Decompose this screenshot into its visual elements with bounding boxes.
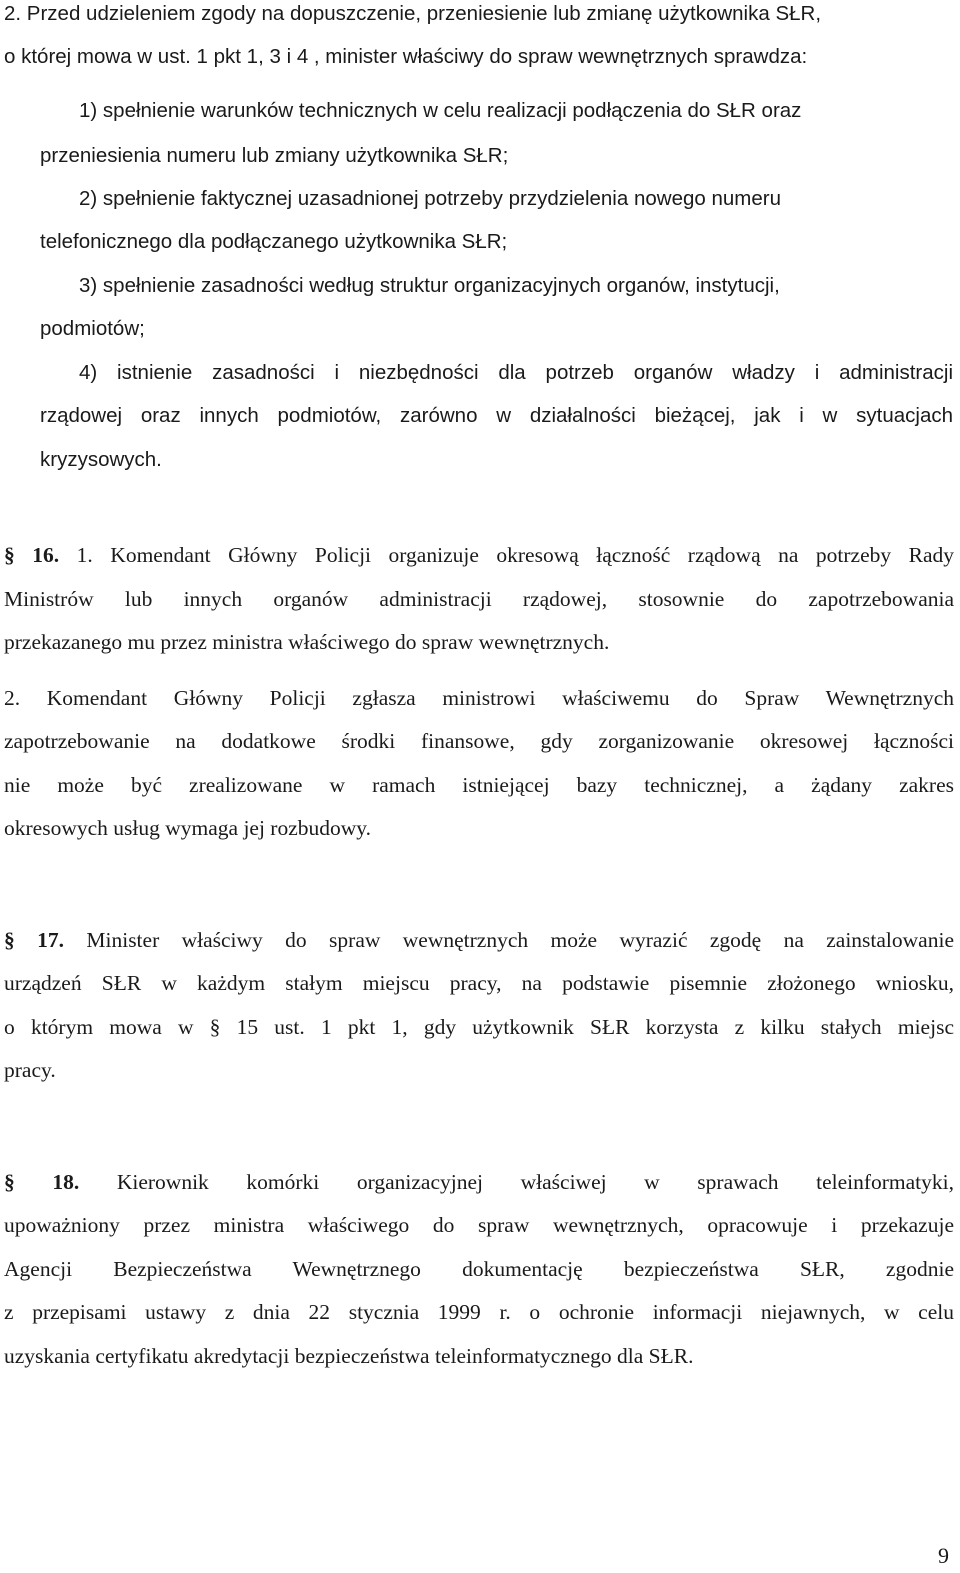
list-item-1-line-1: 1) spełnienie warunków technicznych w celu realizacji podłączenia do SŁR oraz <box>79 99 802 122</box>
section-18-line-1: § 18. Kierownik komórki organizacyjnej właściwej w sprawach teleinformatyki, <box>4 1170 955 1194</box>
section-16-line-3: przekazanego mu przez ministra właściwego do spraw wewnętrznych. <box>4 630 610 654</box>
section-16-heading: § 16. <box>4 543 60 567</box>
list-item-2-line-2: telefonicznego dla podłączanego użytkownika SŁR; <box>40 230 508 253</box>
section-17-line-2: urządzeń SŁR w każdym stałym miejscu pracy, na podstawie pisemnie złożonego wniosku, <box>4 971 954 995</box>
section-17-line-1: § 17. Minister właściwy do spraw wewnętrznych może wyrazić zgodę na zainstalowanie <box>4 928 954 952</box>
paragraph-2-line-2: o której mowa w ust. 1 pkt 1, 3 i 4 , minister właściwy do spraw wewnętrznych sprawdza: <box>4 45 808 68</box>
page-number: 9 <box>938 1543 949 1568</box>
section-16-line-2: Ministrów lub innych organów administracji rządowej, stosownie do zapotrzebowania <box>4 587 954 611</box>
list-item-3-line-1: 3) spełnienie zasadności według struktur organizacyjnych organów, instytucji, <box>79 274 780 297</box>
section-17-line-4: pracy. <box>4 1058 56 1082</box>
list-item-2-line-1: 2) spełnienie faktycznej uzasadnionej potrzeby przydzielenia nowego numeru <box>79 187 781 210</box>
section-16-paragraph-2-line-1: 2. Komendant Główny Policji zgłasza ministrowi właściwemu do Spraw Wewnętrznych <box>4 686 954 710</box>
section-16-paragraph-2-line-2: zapotrzebowanie na dodatkowe środki finansowe, gdy zorganizowanie okresowej łączności <box>4 729 954 753</box>
section-18-line-5: uzyskania certyfikatu akredytacji bezpieczeństwa teleinformatycznego dla SŁR. <box>4 1344 694 1368</box>
list-item-1-line-2: przeniesienia numeru lub zmiany użytkownika SŁR; <box>40 144 509 167</box>
section-17-line-3: o którym mowa w § 15 ust. 1 pkt 1, gdy użytkownik SŁR korzysta z kilku stałych miejsc <box>4 1015 954 1039</box>
section-18-line-3: Agencji Bezpieczeństwa Wewnętrznego dokumentację bezpieczeństwa SŁR, zgodnie <box>4 1257 954 1281</box>
section-16-paragraph-2-line-3: nie może być zrealizowane w ramach istniejącej bazy technicznej, a żądany zakres <box>4 773 954 797</box>
list-item-4-line-1: 4) istnienie zasadności i niezbędności dla potrzeb organów władzy i administracji <box>79 361 953 384</box>
section-18-line-2: upoważniony przez ministra właściwego do spraw wewnętrznych, opracowuje i przekazuje <box>4 1213 954 1237</box>
list-item-3-line-2: podmiotów; <box>40 317 145 340</box>
section-18-line-4: z przepisami ustawy z dnia 22 stycznia 1999 r. o ochronie informacji niejawnych, w celu <box>4 1300 954 1324</box>
section-16-paragraph-2-line-4: okresowych usług wymaga jej rozbudowy. <box>4 816 372 840</box>
paragraph-2-line-1: 2. Przed udzieleniem zgody na dopuszczenie, przeniesienie lub zmianę użytkownika SŁR, <box>4 2 822 25</box>
section-17-heading: § 17. <box>4 928 64 952</box>
section-18-heading: § 18. <box>4 1170 80 1194</box>
list-item-4-line-3: kryzysowych. <box>40 448 162 471</box>
section-16-paragraph-1-start: 1. Komendant Główny Policji organizuje okresową łączność rządową na potrzeby Rady <box>76 543 955 567</box>
section-16-line-1 <box>4 534 954 577</box>
list-item-4-line-2: rządowej oraz innych podmiotów, zarówno w działalności bieżącej, jak i w sytuacjach <box>40 404 953 427</box>
